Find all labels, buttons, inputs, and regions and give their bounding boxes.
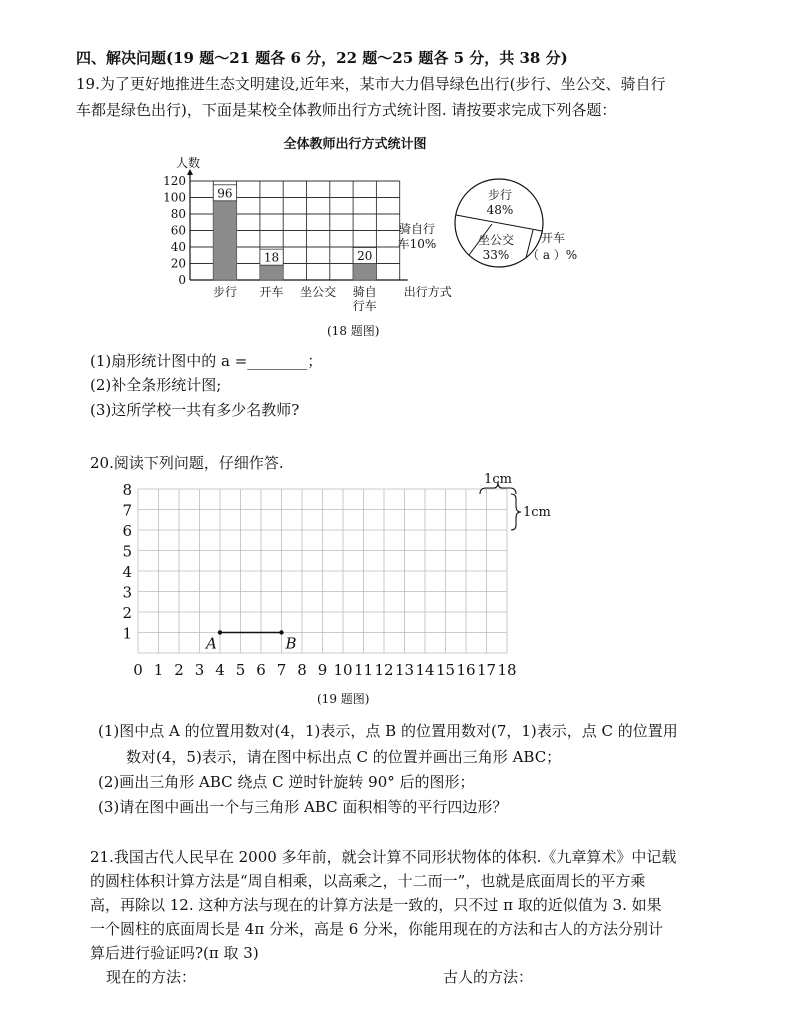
x-tick-label: 9 xyxy=(317,661,328,679)
q21-modern-method-label: 现在的方法： xyxy=(106,968,197,986)
q19-sub3: (3)这所学校一共有多少名教师? xyxy=(90,401,300,419)
x-tick-label: 步行 xyxy=(212,285,237,299)
x-tick-label: 15 xyxy=(435,661,456,679)
point-b xyxy=(279,630,283,634)
q20-title: 20.阅读下列问题，仔细作答. xyxy=(90,454,284,472)
q21-line2: 的圆柱体积计算方法是“周自相乘，以高乘之，十二而一”，也就是底面周长的平方乘 xyxy=(90,872,646,890)
y-tick-label: 1 xyxy=(122,624,132,643)
pie-value-walk: 48% xyxy=(486,203,514,217)
y-tick-label: 120 xyxy=(163,174,186,188)
q19-line1: 19.为了更好地推进生态文明建设,近年来，某市大力倡导绿色出行(步行、坐公交、骑自行 xyxy=(76,75,666,93)
pie-chart xyxy=(398,179,578,267)
pie-label-drive: 开车 xyxy=(541,231,566,245)
point-a-label: A xyxy=(206,634,217,653)
coordinate-grid xyxy=(122,481,516,679)
q21-line1: 21.我国古代人民早在 2000 多年前，就会计算不同形状物体的体积.《九章算术》中记载 xyxy=(90,848,677,866)
y-tick-label: 3 xyxy=(122,583,132,602)
y-tick-label: 5 xyxy=(122,542,132,561)
q20-sub3: (3)请在图中画出一个与三角形 ABC 面积相等的平行四边形？ xyxy=(98,798,508,816)
unit-marker-right xyxy=(511,494,551,530)
x-tick-label: 8 xyxy=(297,661,307,679)
q19-figure-caption: (18 题图) xyxy=(327,324,380,338)
y-axis-label: 人数 xyxy=(176,156,201,170)
point-b-label: B xyxy=(285,634,297,653)
y-tick-label: 8 xyxy=(122,481,132,499)
y-tick-label: 7 xyxy=(122,501,132,520)
q19-sub2: (2)补全条形统计图; xyxy=(90,376,222,394)
q21-ancient-method-label: 古人的方法： xyxy=(443,968,534,986)
pie-label-drive: （ a ）% xyxy=(527,248,578,262)
y-tick-label: 100 xyxy=(163,190,186,205)
x-tick-label: 3 xyxy=(194,661,205,679)
q19-figure xyxy=(150,128,610,333)
x-tick-label: 1 xyxy=(153,661,164,679)
x-tick-label: 11 xyxy=(353,661,374,679)
section-title: 四、解决问题(19 题～21 题各 6 分，22 题～25 题各 5 分，共 38 分) xyxy=(76,49,568,67)
x-tick-label: 17 xyxy=(476,661,497,679)
x-tick-label: 6 xyxy=(256,661,266,679)
unit-top-label: 1cm xyxy=(484,472,512,487)
x-tick-label: 5 xyxy=(235,661,246,679)
q21-line4: 一个圆柱的底面周长是 4π 分米，高是 6 分米，你能用现在的方法和古人的方法分别计 xyxy=(90,920,664,938)
q19-sub1: (1)扇形统计图中的 a =________； xyxy=(90,352,323,370)
q20-sub1-line2: 数对(4，5)表示，请在图中标出点 C 的位置并画出三角形 ABC； xyxy=(126,748,562,766)
x-tick-label: 0 xyxy=(133,661,143,679)
q20-sub2: (2)画出三角形 ABC 绕点 C 逆时针旋转 90° 后的图形； xyxy=(98,773,475,791)
x-tick-label: 开车 xyxy=(259,285,284,299)
x-tick-label: 2 xyxy=(174,661,184,679)
x-tick-label: 行车 xyxy=(352,299,377,313)
y-tick-label: 40 xyxy=(170,240,186,254)
data-label: 96 xyxy=(217,186,233,201)
unit-right-label: 1cm xyxy=(523,505,551,520)
pie-label-bus: 坐公交 xyxy=(477,233,515,247)
x-tick-label: 14 xyxy=(415,661,435,679)
point-a xyxy=(218,630,222,634)
bar xyxy=(260,265,283,280)
x-tick-label: 骑自 xyxy=(352,285,377,299)
x-axis-label: 出行方式 xyxy=(403,285,452,299)
y-tick-label: 6 xyxy=(122,522,132,540)
q20-grid-figure xyxy=(120,472,560,688)
q21-line5: 算后进行验证吗?(π 取 3) xyxy=(90,944,259,962)
y-tick-label: 60 xyxy=(170,223,186,238)
x-tick-label: 18 xyxy=(497,661,517,679)
data-label: 20 xyxy=(357,249,373,263)
pie-label-bike: 骑自行 xyxy=(398,222,436,236)
y-tick-label: 20 xyxy=(170,256,186,271)
bar xyxy=(353,264,376,281)
q20-sub1-line1: (1)图中点 A 的位置用数对(4，1)表示，点 B 的位置用数对(7，1)表示，点 C 的位置用 xyxy=(98,722,678,740)
x-tick-label: 4 xyxy=(215,661,225,679)
x-tick-label: 10 xyxy=(333,661,353,679)
x-tick-label: 13 xyxy=(394,661,415,679)
x-tick-label: 7 xyxy=(276,661,287,679)
q20-figure-caption: (19 题图) xyxy=(317,692,370,706)
pie-label-bike: 车10% xyxy=(397,237,437,251)
q19-line2: 车都是绿色出行)，下面是某校全体教师出行方式统计图. 请按要求完成下列各题： xyxy=(76,101,617,119)
bar-chart-title: 全体教师出行方式统计图 xyxy=(283,137,427,152)
unit-marker-top xyxy=(480,472,516,494)
y-tick-label: 4 xyxy=(122,563,132,581)
x-tick-label: 坐公交 xyxy=(300,285,337,299)
data-label: 18 xyxy=(263,250,280,265)
y-tick-label: 0 xyxy=(178,273,186,287)
q21-line3: 高，再除以 12. 这种方法与现在的计算方法是一致的，只不过 π 取的近似值为 3. 如果 xyxy=(90,896,662,914)
pie-label-walk: 步行 xyxy=(487,188,513,202)
x-tick-label: 16 xyxy=(456,661,476,679)
x-tick-label: 12 xyxy=(374,661,394,679)
bar xyxy=(213,201,236,280)
y-tick-label: 2 xyxy=(122,604,132,622)
pie-value-bus: 33% xyxy=(482,248,510,262)
y-tick-label: 80 xyxy=(170,207,186,221)
